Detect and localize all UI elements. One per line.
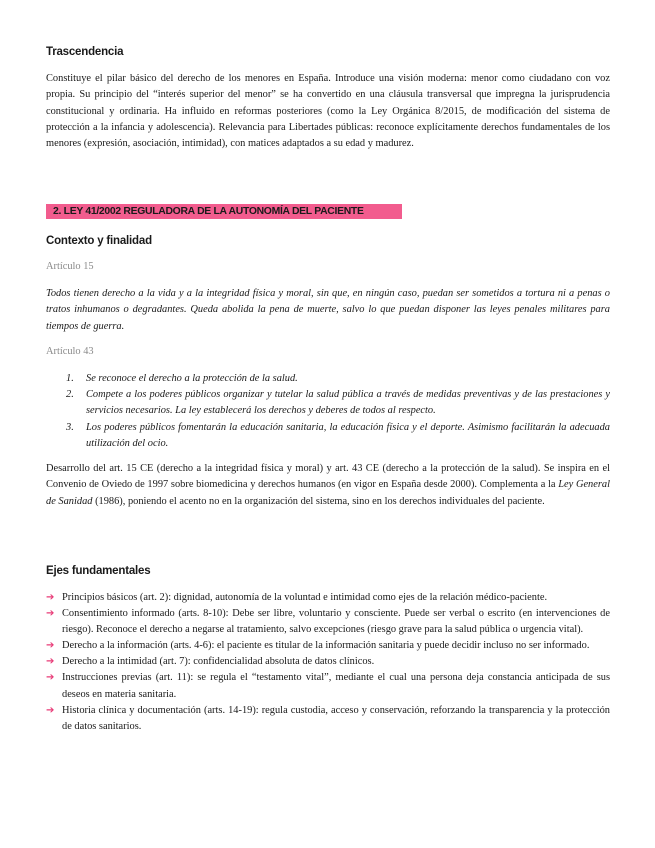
list-item-text: Historia clínica y documentación (arts. 14-19): regula custodia, acceso y conservación, reforzando la transparencia y la protección de datos sanitarios. [62, 704, 610, 732]
ley-general-sanidad-text: Ley General de Sanidad [46, 479, 610, 507]
list-item [46, 638, 610, 654]
articulo-15-text: Todos tienen derecho a la vida y a la integridad física y moral, sin que, en ningún caso, puedan ser sometidos a tortura ni a penas o tratos inhumanos o degradantes. Queda abolida la pena de muerte, salvo lo que puedan disponer las leyes penales militares para tiempos de guerra. [46, 288, 610, 332]
articulo-43-label: Artículo 43 [46, 346, 94, 357]
articulo-43-list [46, 371, 610, 452]
list-item [46, 590, 610, 606]
trascendencia-paragraph: Constituye el pilar básico del derecho de los menores en España. Introduce una visión moderna: menor como ciudadano con voz propia. Su principio del “interés superior del menor” se ha convertido en una cláusula transversal que impregna la jurisprudencia constitucional y ordinaria. Ha influido en reformas posteriores (como la Ley Orgánica 8/2015, de modificación del sistema de protección a la infancia y adolescencia). Relevancia para Libertades públicas: reconoce explícitamente derechos fundamentales de los menores (expresión, asociación, intimidad), con matices adaptados a su edad y madurez. [46, 73, 610, 150]
arrow-right-icon: ➔ [46, 640, 55, 652]
desarrollo-paragraph [46, 461, 610, 510]
ejes-list [46, 590, 610, 735]
list-item-text: Instrucciones previas (art. 11): se regula el “testamento vital”, mediante el cual una persona deja constancia anticipada de sus deseos en materia sanitaria. [62, 672, 610, 700]
desarrollo-text-1: Desarrollo del art. 15 CE (derecho a la integridad física y moral) y art. 43 CE (derecho a la protección de la salud). Se inspira en el Convenio de Oviedo de 1997 sobre biomedicina y derechos humanos (en vigor en España desde 2000). Complementa a la [46, 463, 610, 491]
ejes-heading: Ejes fundamentales [46, 565, 151, 577]
list-item-text: Los poderes públicos fomentarán la educación sanitaria, la educación física y el deporte. Asimismo facilitarán la adecuada utilización del ocio. [86, 421, 610, 449]
arrow-right-icon: ➔ [46, 592, 55, 603]
list-item-text: Principios básicos (art. 2): dignidad, autonomía de la voluntad e intimidad como ejes de la relación médico-paciente. [62, 592, 548, 603]
list-item-number: 3. [66, 421, 74, 433]
list-item [46, 703, 610, 735]
trascendencia-heading: Trascendencia [46, 46, 124, 58]
list-item-number: 1. [66, 373, 74, 384]
list-item-text: Compete a los poderes públicos organizar y tutelar la salud pública a través de medidas preventivas y de las prestaciones y servicios necesarios. La ley establecerá los derechos y deberes de todos al respecto. [86, 389, 610, 417]
arrow-right-icon: ➔ [46, 704, 55, 716]
list-item-number: 2. [66, 389, 74, 401]
list-item [46, 606, 610, 638]
list-item-text: Derecho a la intimidad (art. 7): confidencialidad absoluta de datos clínicos. [62, 656, 375, 668]
list-item-text: Consentimiento informado (arts. 8-10): Debe ser libre, voluntario y consciente. Puede ser verbal o escrito (en intervenciones de riesgo). Reconoce el derecho a negarse al tratamiento, salvo excepciones (riesgo grave para la salud pública o urgencia vital). [62, 608, 610, 636]
list-item [46, 371, 610, 387]
arrow-right-icon: ➔ [46, 672, 55, 684]
list-item-text: Se reconoce el derecho a la protección de la salud. [86, 373, 298, 384]
arrow-right-icon: ➔ [46, 656, 55, 668]
arrow-right-icon: ➔ [46, 608, 55, 620]
desarrollo-text-2: (1986), poniendo el acento no en la organización del sistema, sino en los derechos individuales del paciente. [92, 495, 545, 507]
list-item [46, 654, 610, 670]
section-title: 2. LEY 41/2002 REGULADORA DE LA AUTONOMÍA DEL PACIENTE [53, 206, 364, 217]
articulo-15-label: Artículo 15 [46, 261, 94, 272]
contexto-heading: Contexto y finalidad [46, 235, 152, 247]
list-item-text: Derecho a la información (arts. 4-6): el paciente es titular de la información sanitaria y puede decidir incluso no ser informado. [62, 640, 590, 652]
list-item [46, 670, 610, 702]
list-item [46, 387, 610, 419]
list-item [46, 420, 610, 452]
